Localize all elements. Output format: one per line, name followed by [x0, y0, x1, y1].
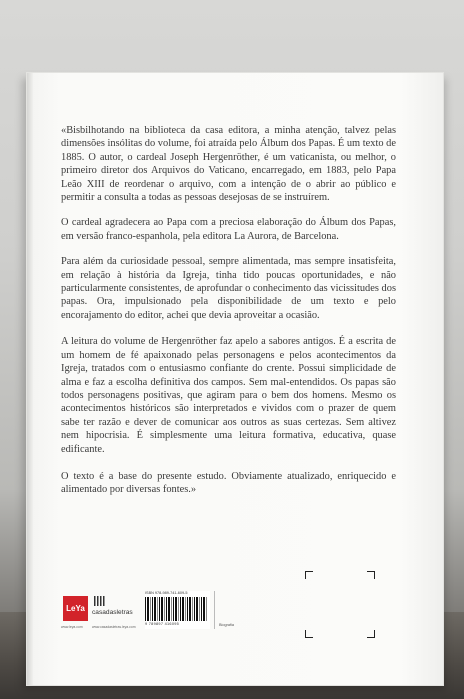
- isbn-label: ISBN 978-989-741-609-5: [145, 591, 188, 595]
- blurb-text: [61, 124, 396, 509]
- casadasletras-bars-icon: [94, 596, 106, 606]
- crop-mark-top-right: [367, 571, 375, 579]
- crop-mark-bottom-right: [367, 630, 375, 638]
- imprint-url: www.casadasletras.leya.com: [92, 625, 136, 629]
- book-spine-edge: [27, 73, 33, 685]
- crop-mark-top-left: [305, 571, 313, 579]
- leya-logo: LeYa: [63, 596, 88, 621]
- publisher-url: www.leya.com: [61, 625, 83, 629]
- blurb-paragraph-1: «Bisbilhotando na biblioteca da casa editora, a minha atenção, talvez pelas dimensões insólitas do volume, foi atraída pelo Álbum dos Papas. É um texto de 1885. O autor, o cardeal Joseph Hergenröther, é um vaticanista, ou melhor, o primeiro diretor dos Arquivos do Vaticano, encarregado, em 1883, pelo Papa Leão XIII de reordenar o arquivo, com a intenção de o abrir ao público e permitir a consulta a todas as pessoas desejosas de se instruírem.: [61, 125, 396, 204]
- barcode-area: [145, 591, 210, 629]
- barcode-icon: [145, 597, 207, 621]
- casadasletras-text: casadasletras: [92, 609, 133, 616]
- blurb-paragraph-5: O texto é a base do presente estudo. Obviamente atualizado, enriquecido e alimentado por diversas fontes.»: [61, 470, 396, 496]
- barcode-number: 9 789897 416095: [145, 622, 180, 626]
- casadasletras-logo: [92, 596, 132, 621]
- crop-mark-bottom-left: [305, 630, 313, 638]
- blurb-paragraph-4: A leitura do volume de Hergenröther faz apelo a sabores antigos. É a escrita de um homem de fé apaixonado pelas personagens e pelos acontecimentos da Igreja, tratados com o entusiasmo confiante do crente. Possui simplicidade de alma e faz a escolha definitiva dos campos. Sem mal-entendidos. Os papas são todos personagens positivas, que agiram para o bem dos homens. Mesmo os acontecimentos históricos são interpretados e vividos com o prazer de quem sabe ter razão e dever de comunicar aos outros as suas certezas. Sem altivez nem hipocrisia. É simplesmente uma leitura formativa, educativa, quase edificante.: [61, 336, 396, 455]
- blurb-paragraph-3: Para além da curiosidade pessoal, sempre alimentada, mas sempre insatisfeita, em relação à história da Igreja, tinha tido poucas oportunidades, e não particularmente consistentes, de aprofundar o conhecimento das vicissitudes dos papas. Ora, impulsionado pela disponibilidade de um texto e pelo encorajamento do editor, achei que devia aproveitar a ocasião.: [61, 256, 396, 321]
- blurb-paragraph-2: O cardeal agradecera ao Papa com a preciosa elaboração do Álbum dos Papas, em versão franco-espanhola, pela editora La Aurora, de Barcelona.: [61, 217, 396, 242]
- genre-box: [214, 591, 255, 629]
- genre-label: Biografia: [219, 623, 234, 627]
